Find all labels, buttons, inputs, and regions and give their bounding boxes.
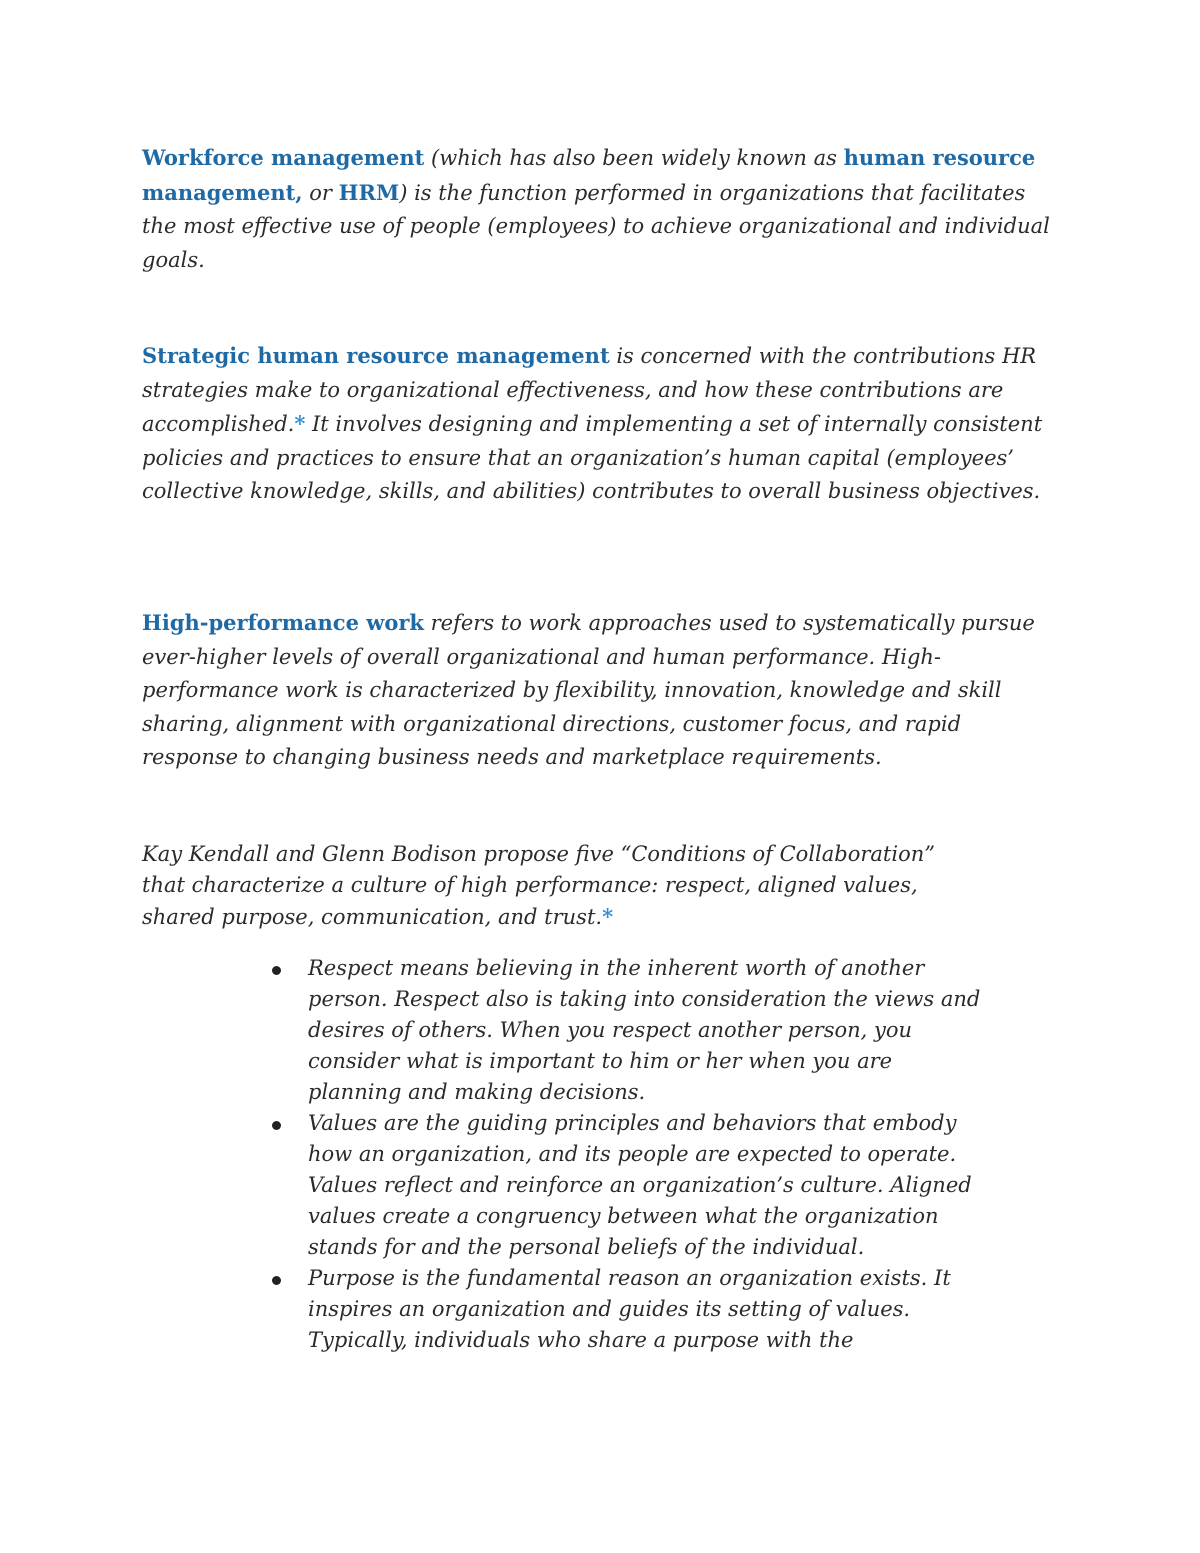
list-item — [272, 953, 992, 1108]
list-item — [272, 1108, 992, 1263]
paragraph-strategic-hrm — [142, 339, 1062, 509]
paragraph-text: ) is the function performed in organizations that facilitates the most effective use of people (employees) to achieve organizational and individual goals. — [142, 180, 1050, 272]
term-human-resource-management: human resource management, — [142, 145, 1036, 205]
term-hrm: HRM — [338, 179, 400, 205]
list-item-text: Values are the guiding principles and behaviors that embody how an organization, and its people are expected to operate. Values reflect and reinforce an organization’s culture. Aligned values create a congruency between what the organization stands for and the personal beliefs of the individual. — [308, 1111, 972, 1259]
footnote-star-icon: * — [602, 904, 614, 929]
bullet-icon — [272, 966, 281, 975]
list-item-text: Respect means believing in the inherent worth of another person. Respect also is taking into consideration the views and desires of others. When you respect another person, you consider what is important to him or her when you are planning and making decisions. — [308, 956, 981, 1104]
term-high-performance-work: High-performance work — [142, 610, 424, 635]
list-item-text: Purpose is the fundamental reason an organization exists. It inspires an organization and guides its setting of values. Typically, individuals who share a purpose with the — [308, 1266, 951, 1352]
footnote-star-icon: * — [294, 411, 306, 436]
bullet-icon — [272, 1276, 281, 1285]
bullet-icon — [272, 1121, 281, 1130]
list-item — [272, 1263, 992, 1356]
paragraph-conditions-of-collaboration — [142, 839, 962, 933]
paragraph-text: (which has also been widely known as — [424, 146, 844, 170]
paragraph-text: Kay Kendall and Glenn Bodison propose five “Conditions of Collaboration” that characterize a culture of high performance: respect, aligned values, shared purpose, communication, and trust. — [142, 842, 935, 929]
conditions-bullet-list — [272, 953, 992, 1356]
paragraph-text: is concerned with the contributions HR strategies make to organizational effectiveness, and how these contributions are accomplished. — [142, 344, 1037, 436]
paragraph-workforce-management — [142, 141, 1062, 277]
paragraph-text: refers to work approaches used to systematically pursue ever-higher levels of overall organizational and human performance. High-performance work is characterized by flexibility, innovation, knowledge and skill sharing, alignment with organizational directions, customer focus, and rapid response to changing business needs and marketplace requirements. — [142, 611, 1035, 769]
paragraph-text: It involves designing and implementing a set of internally consistent policies and practices to ensure that an organization’s human capital (employees’ collective knowledge, skills, and abilities) contributes to overall business objectives. — [142, 412, 1043, 503]
paragraph-text: or — [302, 180, 339, 205]
term-strategic-hrm: Strategic human resource management — [142, 343, 610, 368]
term-workforce-management: Workforce management — [142, 145, 425, 170]
paragraph-high-performance-work — [142, 606, 1062, 775]
